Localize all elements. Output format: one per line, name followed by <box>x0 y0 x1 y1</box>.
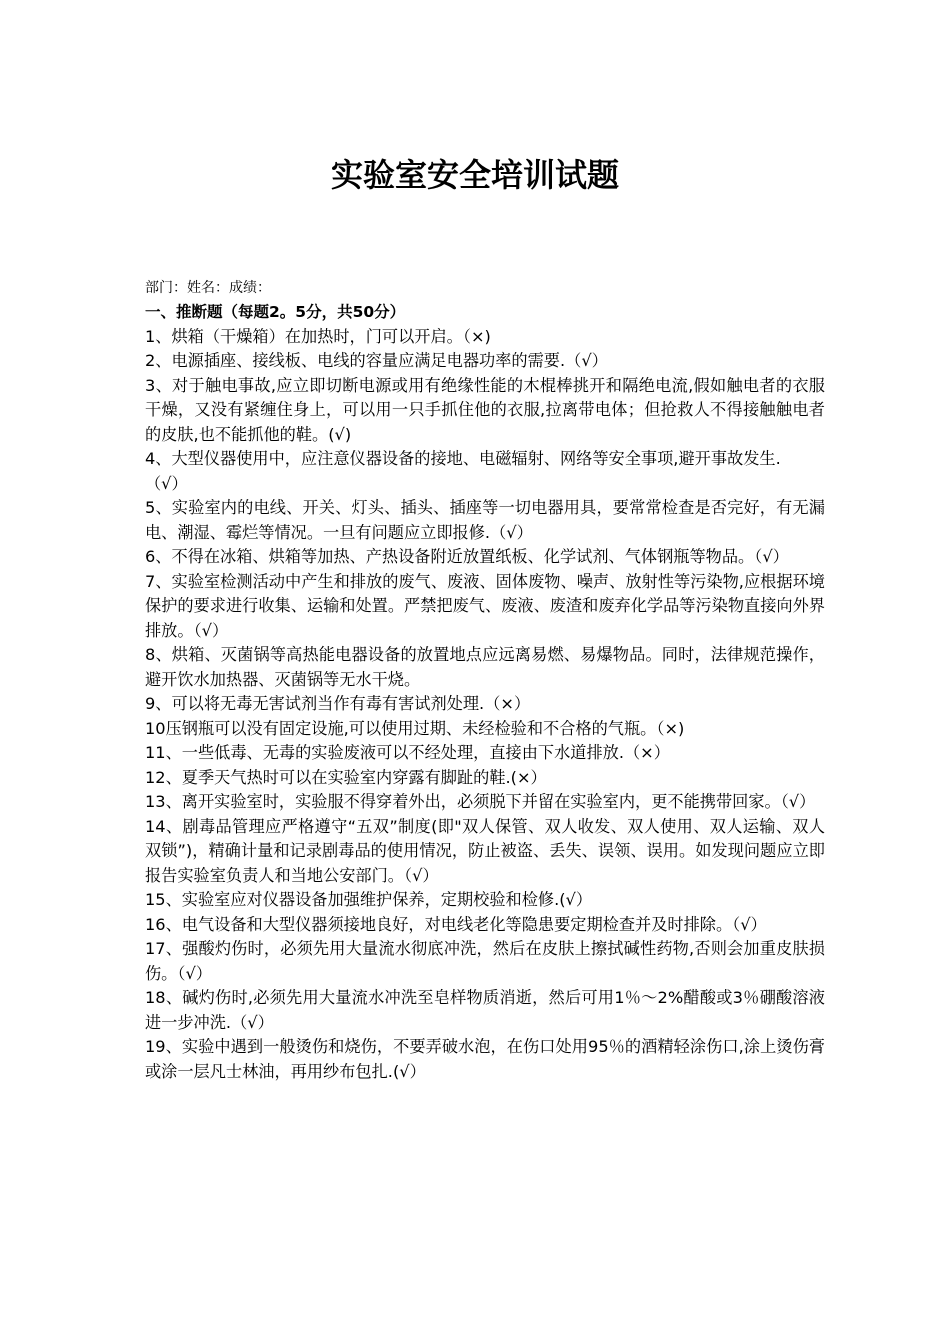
question-15: 15、实验室应对仪器设备加强维护保养，定期校验和检修.(√） <box>145 890 593 909</box>
question-17: 17、强酸灼伤时，必须先用大量流水彻底冲洗，然后在皮肤上擦拭碱性药物,否则会加重皮肤损伤。（√） <box>145 939 825 983</box>
question-14: 14、剧毒品管理应严格遵守“五双”制度(即"双人保管、双人收发、双人使用、双人运输、双人双锁”)，精确计量和记录剧毒品的使用情况，防止被盗、丢失、误领、误用。如发现问题应立即报告实验室负责人和当地公安部门。（√） <box>145 816 825 885</box>
question-16: 16、电气设备和大型仪器须接地良好，对电线老化等隐患要定期检查并及时排除。（√） <box>145 914 767 934</box>
question-7: 7、实验室检测活动中产生和排放的废气、废液、固体废物、噪声、放射性等污染物,应根据环境保护的要求进行收集、运输和处置。严禁把废气、废液、废渣和废弃化学品等污染物直接向外界排放。（√） <box>145 571 825 640</box>
question-4-answer: （√） <box>145 473 188 493</box>
question-8: 8、烘箱、灭菌锅等高热能电器设备的放置地点应远离易燃、易爆物品。同时，法律规范操作，避开饮水加热器、灭菌锅等无水干烧。 <box>145 645 825 689</box>
question-10: 10压钢瓶可以没有固定设施,可以使用过期、未经检验和不合格的气瓶。（×) <box>145 718 685 738</box>
question-18: 18、碱灼伤时,必须先用大量流水冲洗至皂样物质消逝，然后可用1％～2%醋酸或3％硼酸溶液进一步冲洗.（√） <box>145 988 825 1032</box>
question-2: 2、电源插座、接线板、电线的容量应满足电器功率的需要.（√） <box>145 351 608 370</box>
question-6: 6、不得在冰箱、烘箱等加热、产热设备附近放置纸板、化学试剂、气体钢瓶等物品。（√） <box>145 547 789 566</box>
question-3: 3、对于触电事故,应立即切断电源或用有绝缘性能的木棍棒挑开和隔绝电流,假如触电者的衣服干燥，又没有紧缠住身上，可以用一只手抓住他的衣服,拉离带电体；但抢救人不得接触触电者的皮肤,也不能抓他的鞋。(√) <box>145 375 825 444</box>
question-11: 11、一些低毒、无毒的实验废液可以不经处理，直接由下水道排放.（×） <box>145 743 670 762</box>
question-1: 1、烘箱（干燥箱）在加热时，门可以开启。（×) <box>145 326 491 346</box>
respondent-info-line: 部门：姓名：成绩： <box>145 280 271 296</box>
question-list <box>145 325 825 1085</box>
question-4: 4、大型仪器使用中，应注意仪器设备的接地、电磁辐射、网络等安全事项,避开事故发生. <box>145 449 781 468</box>
document-body <box>145 276 825 1084</box>
question-9: 9、可以将无毒无害试剂当作有毒有害试剂处理.（×） <box>145 694 531 713</box>
question-19: 19、实验中遇到一般烫伤和烧伤，不要弄破水泡，在伤口处用95％的酒精轻涂伤口,涂上烫伤膏或涂一层凡士林油，再用纱布包扎.(√） <box>145 1037 825 1081</box>
question-13: 13、离开实验室时，实验服不得穿着外出，必须脱下并留在实验室内，更不能携带回家。（√） <box>145 792 816 811</box>
question-12: 12、夏季天气热时可以在实验室内穿露有脚趾的鞋.(×） <box>145 767 547 787</box>
page-title: 实验室安全培训试题 <box>330 156 619 194</box>
question-5: 5、实验室内的电线、开关、灯头、插头、插座等一切电器用具，要常常检查是否完好，有无漏电、潮湿、霉烂等情况。一旦有问题应立即报修.（√） <box>145 498 825 542</box>
section-heading-true-false: 一、推断题（每题2。5分，共50分） <box>145 303 406 321</box>
